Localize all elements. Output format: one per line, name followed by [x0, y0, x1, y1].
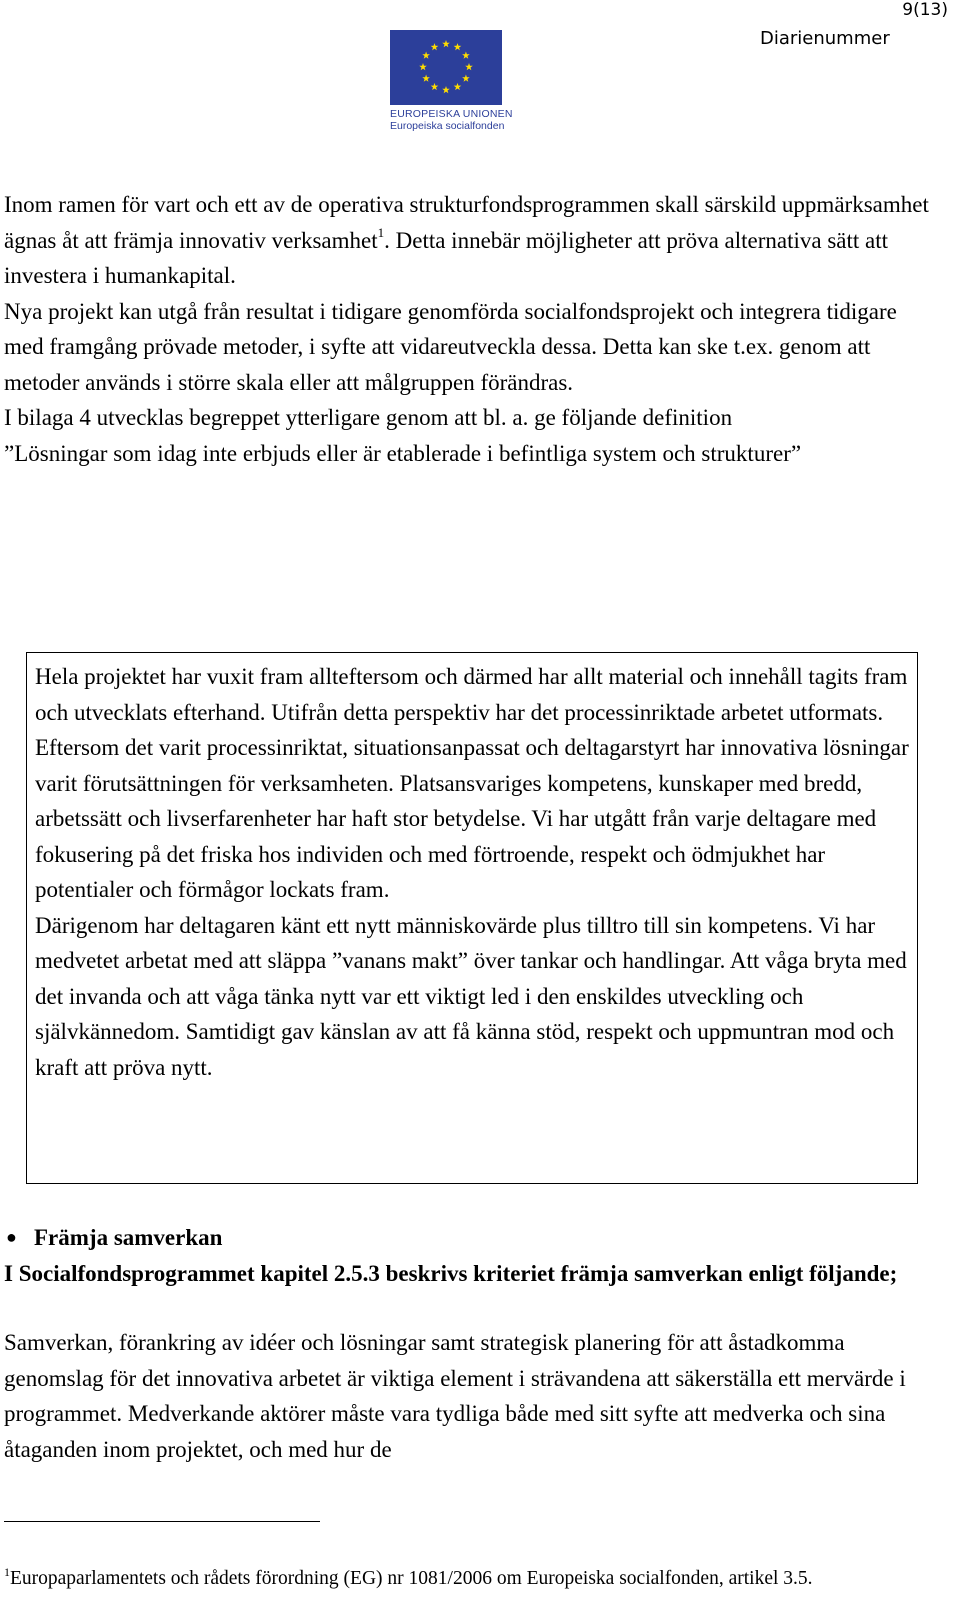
intro-paragraph-1: Inom ramen för vart och ett av de operativa strukturfondsprogrammen skall särskild uppmärksamhet ägnas åt att främja innovativ verksamhet$^1$. Detta innebär möjligheter att pröva alternativa sätt att investera i humankapital. — [4, 192, 929, 288]
project-description-box — [26, 652, 918, 1184]
eu-logo-line1: EUROPEISKA UNIONEN — [390, 108, 513, 120]
bullet-heading: ● Främja samverkan — [4, 1220, 222, 1256]
section-heading: I Socialfondsprogrammet kapitel 2.5.3 beskrivs kriteriet främja samverkan enligt följande; — [4, 1261, 898, 1286]
footnote-ref: 1 — [377, 224, 385, 240]
page-number: 9(13) — [902, 0, 948, 20]
footnote-text: Europaparlamentets och rådets förordning (EG) nr 1081/2006 om Europeiska socialfonden, artikel 3.5. — [10, 1568, 813, 1589]
definition-quote: ”Lösningar som idag inte erbjuds eller är etablerade i befintliga system och strukturer” — [4, 440, 802, 466]
eu-star — [454, 83, 462, 90]
eu-star — [462, 52, 470, 59]
eu-star — [431, 83, 439, 90]
eu-star — [442, 40, 450, 47]
intro-paragraph-3: I bilaga 4 utvecklas begreppet ytterligare genom att bl. a. ge följande definition — [4, 405, 733, 430]
eu-star — [422, 75, 430, 82]
footnote-divider — [4, 1521, 320, 1522]
footnote-marker: 1 — [4, 1564, 10, 1579]
eu-flag-icon — [390, 30, 502, 105]
box-paragraph-2: Eftersom det varit processinriktat, situationsanpassat och deltagarstyrt har innovativa lösningar varit förutsättningen för verksamheten. Platsansvariges kompetens, kunskaper med bredd, arbetssätt och livserfarenheter har haft stor betydelse. Vi har utgått från varje deltagare med fokusering på det friska hos individen och med förtroende, respekt och ödmjukhet har potentialer och förmågor lockats fram. — [35, 735, 909, 902]
eu-star — [465, 63, 473, 70]
box-paragraph-1: Hela projektet har vuxit fram allteftersom och därmed har allt material och innehåll tagits fram och utvecklats efterhand. Utifrån detta perspektiv har det processinriktade arbetet utformats. — [35, 664, 908, 725]
eu-star — [442, 86, 450, 93]
eu-logo-line2: Europeiska socialfonden — [390, 120, 505, 132]
section-paragraph: Samverkan, förankring av idéer och lösningar samt strategisk planering för att åstadkomma genomslag för det innovativa arbetet är viktiga element i strävandena att säkerställa ett mervärde i programmet. Medverkande aktörer måste vara tydliga både med sitt syfte att medverka och sina åtaganden inom projektet, och med hur de — [4, 1330, 906, 1462]
eu-star — [419, 63, 427, 70]
box-paragraph-3: Därigenom har deltagaren känt ett nytt människovärde plus tilltro till sin kompetens. Vi har medvetet arbetat med att släppa ”vanans makt” över tankar och handlingar. Att våga bryta med det invanda och att våga tänka nytt var ett viktigt led i den enskildes utveckling och självkännedom. Samtidigt gav känslan av att få känna stöd, respekt och uppmuntran mod och kraft att pröva nytt. — [35, 912, 907, 1080]
footnote — [4, 1565, 924, 1592]
bullet-icon: ● — [6, 1227, 17, 1247]
diarienummer-label: Diarienummer — [760, 28, 890, 49]
eu-star — [454, 43, 462, 50]
eu-logo — [390, 30, 513, 132]
eu-star — [422, 52, 430, 59]
intro-section — [4, 187, 934, 471]
eu-star — [431, 43, 439, 50]
eu-star — [462, 75, 470, 82]
intro-paragraph-2: Nya projekt kan utgå från resultat i tidigare genomförda socialfondsprojekt och integrera tidigare med framgång prövade metoder, i syfte att vidareutveckla dessa. Detta kan ske t.ex. genom att metoder används i större skala eller att målgruppen förändras. — [4, 298, 897, 395]
